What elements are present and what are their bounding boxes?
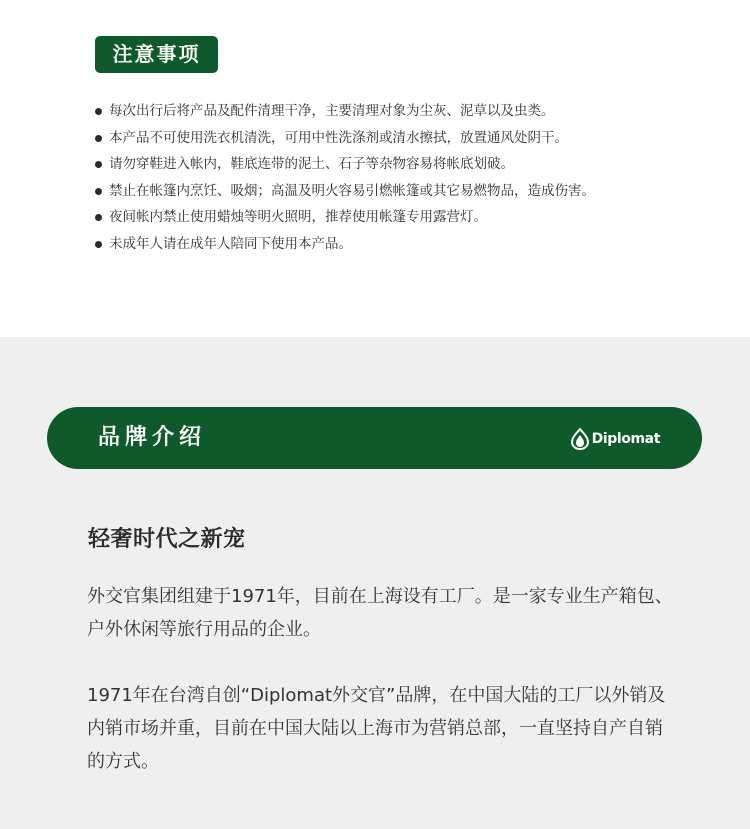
bullet-icon <box>95 188 102 195</box>
notice-item-text: 本产品不可使用洗衣机清洗，可用中性洗涤剂或清水擦拭，放置通风处阴干。 <box>109 129 568 146</box>
brand-logo-text: Diplomat <box>591 431 660 447</box>
list-item <box>94 125 595 152</box>
bullet-icon <box>95 241 102 248</box>
list-item <box>94 98 595 125</box>
notice-item-text: 夜间帐内禁止使用蜡烛等明火照明，推荐使用帐篷专用露营灯。 <box>109 209 487 226</box>
brand-logo <box>570 428 660 450</box>
brand-banner-title: 品牌介绍 <box>98 425 207 450</box>
bullet-icon <box>95 214 102 221</box>
list-item <box>94 178 595 205</box>
notice-section <box>0 0 750 337</box>
list-item <box>94 151 595 178</box>
brand-paragraph: 1971年在台湾自创“Diplomat外交官”品牌，在中国大陆的工厂以外销及内销市场并重，目前在中国大陆以上海市为营销总部，一直坚持自产自销的方式。 <box>87 685 666 772</box>
bullet-icon <box>95 135 102 142</box>
brand-banner <box>47 407 702 469</box>
notice-title: 注意事项 <box>95 36 218 73</box>
notice-item-text: 每次出行后将产品及配件清理干净，主要清理对象为尘灰、泥草以及虫类。 <box>109 103 555 119</box>
list-item <box>94 231 595 258</box>
notice-item-text: 请勿穿鞋进入帐内，鞋底连带的泥土、石子等杂物容易将帐底划破。 <box>109 156 514 173</box>
brand-section <box>0 337 750 829</box>
notice-item-text: 禁止在帐篷内烹饪、吸烟；高温及明火容易引燃帐篷或其它易燃物品，造成伤害。 <box>109 182 595 199</box>
notice-item-text: 未成年人请在成年人陪同下使用本产品。 <box>109 235 352 252</box>
diplomat-logo-icon <box>570 428 590 450</box>
brand-paragraph: 外交官集团组建于1971年，目前在上海设有工厂。是一家专业生产箱包、户外休闲等旅行用品的企业。 <box>87 586 673 640</box>
notice-list <box>94 98 595 258</box>
brand-heading: 轻奢时代之新宠 <box>88 527 246 552</box>
bullet-icon <box>95 108 102 115</box>
bullet-icon <box>95 161 102 168</box>
list-item <box>94 204 595 231</box>
